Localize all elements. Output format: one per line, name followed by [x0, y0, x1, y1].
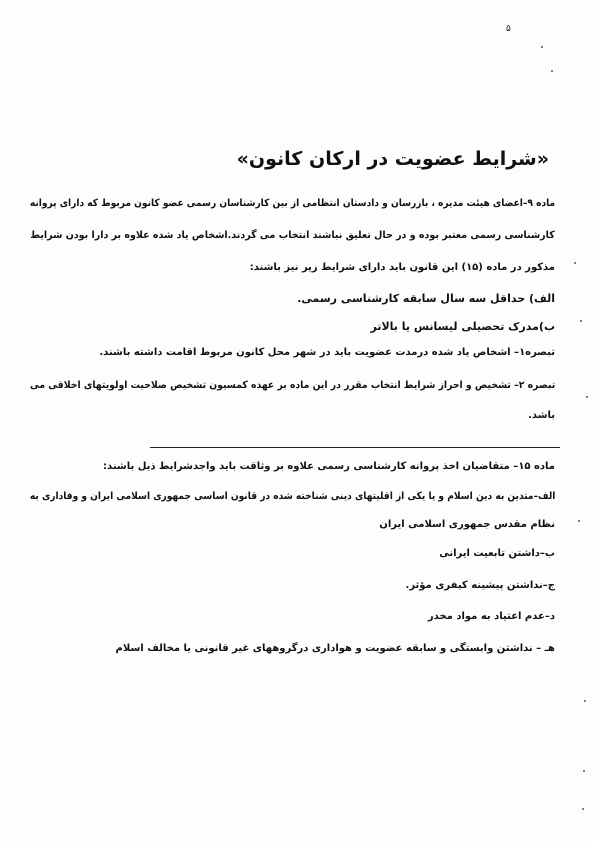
article-9-clause-be: ب)مدرک تحصیلی لیسانس یا بالاتر [370, 320, 555, 333]
article-15-clause-be: ب–داشتن تابعیت ایرانی [439, 548, 555, 559]
article-9-line-2: کارشناسی رسمی معتبر بوده و در حال تعلیق نباشند انتخاب می گردند.اشخاص یاد شده علاوه بر دارا بودن شرایط [30, 230, 555, 241]
article-9-line-3: مذکور در ماده (۱۵) این قانون باید دارای شرایط زیر نیز باشند: [249, 262, 555, 273]
page-title: «شرایط عضویت در ارکان کانون» [236, 148, 549, 170]
article-9-line-1: ماده ۹–اعضای هیئت مدیره ، بازرسان و دادستان انتظامی از بین کارشناسان رسمی عضو کانون مربوط که دارای پروانه [29, 198, 555, 209]
article-9-note-2: تبصره ۲– تشخیص و احراز شرایط انتخاب مقرر در این ماده بر عهده کمسیون تشخیص صلاحیت اولویتهای اخلاقی می [29, 380, 555, 391]
scan-speck [584, 700, 586, 702]
scan-speck [583, 770, 585, 772]
scan-speck [580, 320, 582, 322]
article-9-note-2-continued: باشد. [528, 410, 555, 421]
scan-speck [578, 520, 580, 522]
article-15-clause-alef: الف–متدین به دین اسلام و یا یکی از اقلیتهای دینی شناخته شده در قانون اساسی جمهوری اسلامی ایران و وفاداری به [29, 491, 555, 502]
scan-speck [551, 70, 553, 72]
article-15-heading: ماده ۱۵– متقاضیان اخذ پروانه کارشناسی رسمی علاوه بر وثاقت باید واجدشرایط ذیل باشند: [103, 461, 555, 472]
scan-speck [582, 808, 584, 810]
scan-speck [574, 262, 576, 264]
article-15-clause-he: هـ – نداشتن وابستگی و سابقه عضویت و هواداری درگروههای غیر قانونی یا مخالف اسلام [115, 643, 555, 654]
article-9-note-1: تبصره۱– اشخاص یاد شده درمدت عضویت باید در شهر محل کانون مربوط اقامت داشته باشند. [99, 347, 555, 358]
article-15-clause-alef-continued: نظام مقدس جمهوری اسلامی ایران [379, 519, 555, 530]
page-number: ۵ [506, 24, 511, 34]
scan-speck [541, 46, 543, 48]
scan-speck [586, 396, 588, 398]
article-15-clause-dal: د–عدم اعتیاد به مواد مخدر [427, 611, 555, 622]
article-9-clause-alef: الف) حداقل سه سال سابقه کارشناسی رسمی. [297, 292, 555, 305]
section-divider [150, 447, 560, 448]
article-15-clause-jim: ج–نداشتن پیشینه کیفری مؤثر. [405, 580, 555, 591]
